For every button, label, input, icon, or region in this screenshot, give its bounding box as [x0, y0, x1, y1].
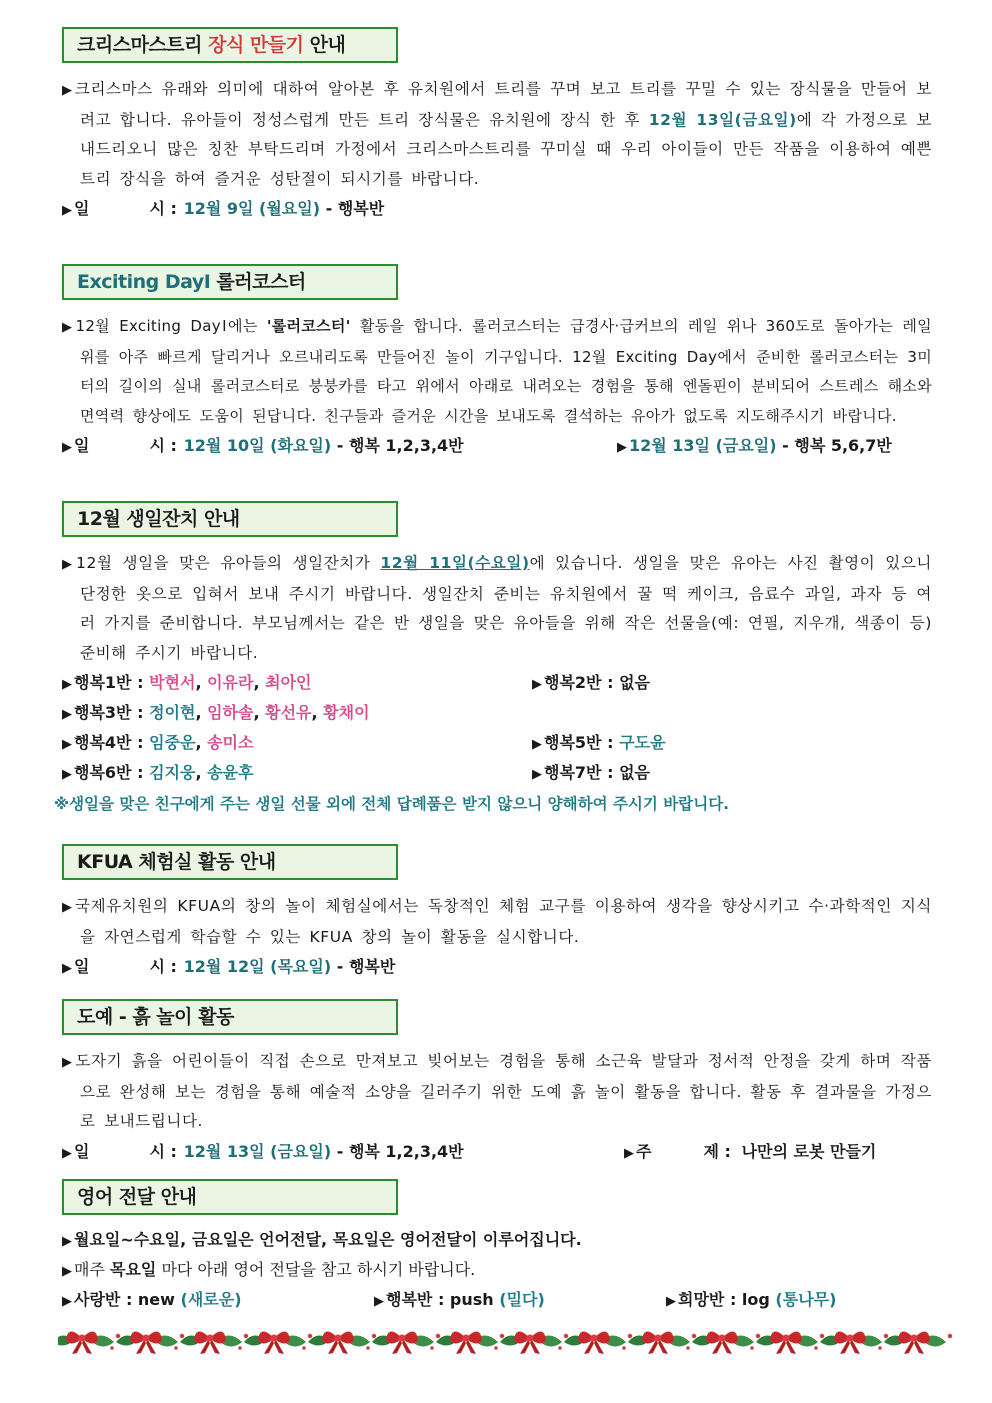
section-christmas-tree	[62, 27, 932, 224]
section-title-kfua: KFUA 체험실 활동 안내	[62, 844, 398, 880]
schedule-row: ▶ 일 시 : 12월 9일 (월요일) - 행복반	[62, 199, 385, 218]
section-title-birthday: 12월 생일잔치 안내	[62, 501, 398, 537]
birthday-row: ▶ 행복1반 : 박현서, 이유라, 최아인 ▶ 행복2반 : 없음	[62, 673, 650, 692]
section-body-pottery: ▶ 도자기 흙을 어린이들이 직접 손으로 만져보고 빚어보는 경험을 통해 소근육 발달과 정서적 안정을 갖게 하며 작품으로 완성해 보는 경험을 통해 예술적 소양을 길러주기 위한 도예 흙 놀이 활동을 합니다. 활동 후 결과물을 가정으로 보내드립니다.	[62, 1052, 932, 1130]
section-english	[62, 1179, 932, 1315]
birthday-row: ▶ 행복4반 : 임중운, 송미소 ▶ 행복5반 : 구도윤	[62, 733, 666, 752]
section-pottery	[62, 999, 932, 1167]
section-kfua	[62, 844, 932, 982]
schedule-row: ▶ 일 시 : 12월 13일 (금요일) - 행복 1,2,3,4반 ▶ 주 제 : 나만의 로봇 만들기	[62, 1141, 877, 1161]
bullet-arrow-icon: ▶	[62, 557, 75, 572]
birthday-row: ▶ 행복6반 : 김지웅, 송윤후 ▶ 행복7반 : 없음	[62, 763, 650, 782]
bullet-arrow-icon: ▶	[62, 83, 73, 98]
section-title-pottery: 도예 - 흙 놀이 활동	[62, 999, 398, 1035]
section-title-christmas-tree: 크리스마스트리 장식 만들기 안내	[62, 27, 398, 63]
bullet-arrow-icon: ▶	[62, 320, 74, 335]
bullet-arrow-icon: ▶	[62, 440, 72, 455]
english-words-row: ▶ 사랑반 : new (새로운) ▶ 행복반 : push (밀다) ▶ 희망반 : log (통나무)	[62, 1290, 837, 1309]
holly-bow-garland-icon	[58, 1318, 954, 1360]
schedule-row: ▶ 일 시 : 12월 12일 (목요일) - 행복반	[62, 957, 396, 976]
section-body-kfua: ▶ 국제유치원의 KFUA의 창의 놀이 체험실에서는 독창적인 체험 교구를 이용하여 생각을 향상시키고 수·과학적인 지식을 자연스럽게 학습할 수 있는 KFUA 창의 놀이 활동을 실시합니다.	[62, 897, 932, 946]
section-body-exciting-day: ▶ 12월 Exciting DayⅠ에는 '롤러코스터' 활동을 합니다. 롤러코스터는 급경사·급커브의 레일 위나 360도로 돌아가는 레일 위를 아주 빠르게 달리거나 오르내리도록 만들어진 놀이 기구입니다. 12월 Exciting Day에서 준비한 롤러코스터는 3미터의 길이의 실내 롤러코스터로 붕붕카를 타고 위에서 아래로 내려오는 경험을 통해 엔돌핀이 분비되어 스트레스 해소와 면역력 향상에도 도움이 된답니다. 친구들과 즐거운 시간을 보내도록 결석하는 유아가 없도록 지도해주시기 바랍니다.	[62, 317, 932, 425]
section-exciting-day	[62, 264, 932, 461]
english-line: ▶ 월요일~수요일, 금요일은 언어전달, 목요일은 영어전달이 이루어집니다.	[62, 1230, 582, 1249]
birthday-row: ▶ 행복3반 : 정이현, 임하솔, 황선유, 황채이	[62, 703, 370, 722]
bullet-arrow-icon: ▶	[617, 440, 627, 455]
schedule-row: ▶ 일 시 : 12월 10일 (화요일) - 행복 1,2,3,4반 ▶ 12월 13일 (금요일) - 행복 5,6,7반	[62, 436, 892, 455]
section-birthday	[54, 501, 932, 814]
section-body-birthday: ▶ 12월 생일을 맞은 유아들의 생일잔치가 12월 11일(수요일)에 있습니다. 생일을 맞은 유아는 사진 촬영이 있으니 단정한 옷으로 입혀서 보내 주시기 바랍니다. 생일잔치 준비는 유치원에서 꿀 떡 케이크, 음료수 과일, 과자 등 여러 가지를 준비합니다. 부모님께서는 같은 반 생일을 맞은 유아들을 위해 작은 선물을(예: 연필, 지우개, 색종이 등) 준비해 주시기 바랍니다.	[62, 554, 932, 662]
bullet-arrow-icon: ▶	[62, 203, 72, 218]
bullet-arrow-icon: ▶	[62, 900, 74, 915]
birthday-note: ※생일을 맞은 친구에게 주는 생일 선물 외에 전체 답례품은 받지 않으니 양해하여 주시기 바랍니다.	[54, 795, 730, 813]
section-title-exciting-day: Exciting DayⅠ 롤러코스터	[62, 264, 398, 300]
section-body-christmas-tree: ▶ 크리스마스 유래와 의미에 대하여 알아본 후 유치원에서 트리를 꾸며 보고 트리를 꾸밀 수 있는 장식물을 만들어 보려고 합니다. 유아들이 정성스럽게 만든 트리 장식물은 유치원에 장식 한 후 12월 13일(금요일)에 각 가정으로 보내드리오니 많은 칭찬 부탁드리며 가정에서 크리스마스트리를 꾸미실 때 우리 아이들이 만든 작품을 이용하여 예쁜 트리 장식을 하여 즐거운 성탄절이 되시기를 바랍니다.	[62, 80, 932, 188]
english-line: ▶ 매주 목요일 마다 아래 영어 전달을 참고 하시기 바랍니다.	[62, 1260, 476, 1279]
bullet-arrow-icon: ▶	[62, 1055, 74, 1070]
section-title-english: 영어 전달 안내	[62, 1179, 398, 1215]
